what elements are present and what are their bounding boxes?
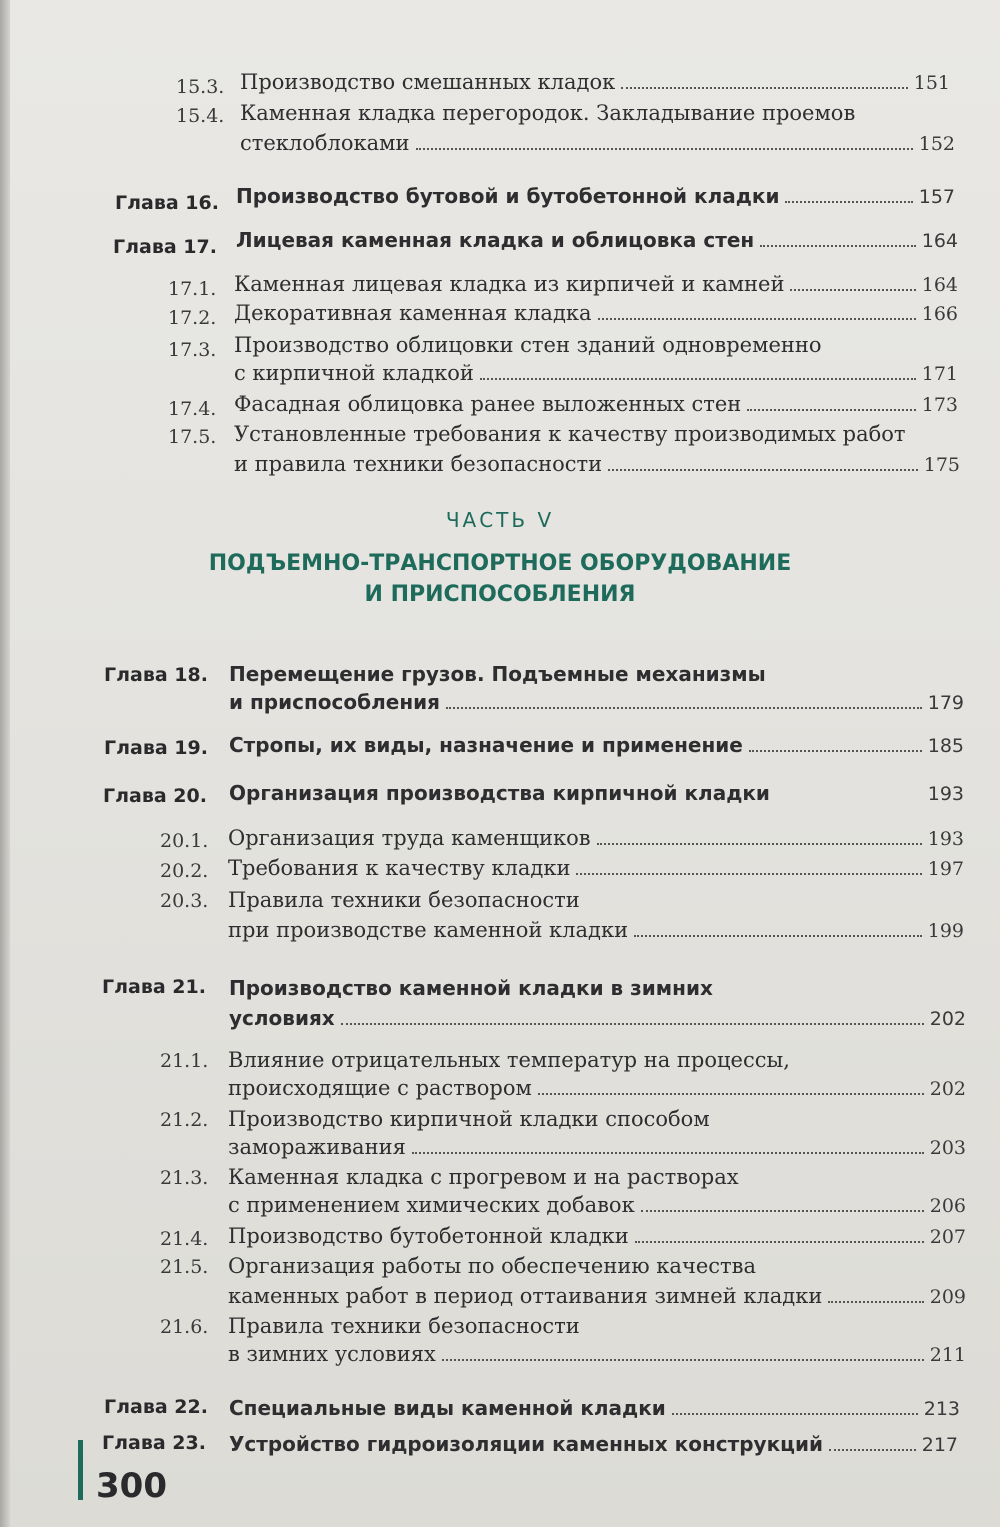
chapter-number: Глава 22. — [104, 1396, 208, 1418]
section-title: Установленные требования к качеству производимых работ — [234, 422, 906, 446]
leader-dots — [538, 1093, 924, 1095]
section-title: Требования к качеству кладки — [228, 856, 571, 880]
leader-dots — [412, 1152, 924, 1154]
page-ref: 171 — [921, 363, 958, 385]
section-number: 20.2. — [160, 860, 209, 882]
page-ref: 164 — [921, 274, 958, 296]
leader-dots — [621, 87, 907, 89]
section-title-cont: в зимних условиях — [228, 1342, 436, 1366]
section-title: Правила техники безопасности — [228, 888, 580, 912]
page-ref: 202 — [929, 1008, 966, 1030]
section-number: 15.4. — [176, 105, 225, 127]
section-title: Производство облицовки стен зданий одновременно — [234, 333, 822, 357]
leader-dots — [760, 245, 916, 247]
page-ref: 211 — [929, 1344, 966, 1366]
section-title-cont: каменных работ в период оттаивания зимней кладки — [228, 1284, 823, 1308]
section-number: 21.3. — [160, 1167, 209, 1189]
section-title-cont: происходящие с раствором — [228, 1076, 532, 1100]
section-number: 20.3. — [160, 890, 209, 912]
section-number: 17.2. — [168, 307, 217, 329]
section-title-cont: при производстве каменной кладки — [228, 918, 629, 942]
leader-dots — [828, 1301, 923, 1303]
section-number: 21.2. — [160, 1109, 209, 1131]
leader-dots — [480, 378, 916, 380]
chapter-number: Глава 20. — [103, 785, 207, 807]
page-ref: 213 — [923, 1398, 960, 1420]
page-ref: 203 — [929, 1137, 966, 1159]
leader-dots — [446, 707, 922, 709]
chapter-number: Глава 16. — [115, 192, 219, 214]
page-ref: 164 — [921, 230, 958, 252]
section-title-cont: с применением химических добавок — [228, 1193, 635, 1217]
leader-dots — [747, 409, 915, 411]
chapter-title: Устройство гидроизоляции каменных конструкций — [229, 1432, 824, 1456]
page-ref: 173 — [921, 394, 958, 416]
chapter-number: Глава 18. — [104, 664, 208, 686]
section-title: Производство кирпичной кладки способом — [228, 1107, 710, 1131]
section-title: Организация работы по обеспечению качества — [228, 1254, 756, 1278]
section-title: Правила техники безопасности — [228, 1314, 580, 1338]
section-number: 17.1. — [168, 278, 217, 300]
page-ref: 151 — [913, 72, 950, 94]
chapter-title: Стропы, их виды, назначение и применение — [229, 733, 743, 757]
page-ref: 166 — [921, 303, 958, 325]
leader-dots — [634, 935, 922, 937]
chapter-number: Глава 19. — [104, 737, 208, 759]
section-number: 20.1. — [160, 830, 209, 852]
page-ref: 199 — [927, 920, 964, 942]
part-title-line1: ПОДЪЕМНО-ТРАНСПОРТНОЕ ОБОРУДОВАНИЕ — [208, 551, 792, 576]
leader-dots — [442, 1359, 924, 1361]
page-ref: 185 — [927, 735, 964, 757]
section-number: 21.5. — [160, 1256, 209, 1278]
leader-dots — [416, 148, 913, 150]
chapter-title: Специальные виды каменной кладки — [229, 1396, 666, 1420]
leader-dots — [749, 750, 922, 752]
section-title-cont: стеклоблоками — [240, 131, 410, 155]
page-ref: 193 — [927, 828, 964, 850]
chapter-title-cont: и приспособления — [229, 690, 440, 714]
leader-dots — [598, 318, 916, 320]
leader-dots — [776, 798, 922, 800]
chapter-number: Глава 17. — [113, 236, 217, 258]
leader-dots — [672, 1413, 918, 1415]
chapter-number: Глава 23. — [102, 1432, 206, 1454]
section-title: Каменная кладка с прогревом и на растворах — [228, 1165, 739, 1189]
chapter-title: Организация производства кирпичной кладки — [229, 781, 770, 805]
section-number: 15.3. — [176, 76, 225, 98]
leader-dots — [576, 873, 921, 875]
section-number: 17.3. — [168, 339, 217, 361]
section-title: Каменная лицевая кладка из кирпичей и камней — [234, 272, 785, 296]
page-ref: 175 — [923, 454, 960, 476]
page-ref: 179 — [927, 692, 964, 714]
section-title: Декоративная каменная кладка — [234, 301, 592, 325]
part-label: ЧАСТЬ V — [445, 508, 555, 532]
section-title: Фасадная облицовка ранее выложенных стен — [234, 392, 742, 416]
leader-dots — [341, 1023, 924, 1025]
leader-dots — [785, 201, 912, 203]
page-ref: 193 — [927, 783, 964, 805]
leader-dots — [829, 1449, 916, 1451]
book-spine-edge — [0, 0, 10, 1527]
page-ref: 152 — [918, 133, 955, 155]
chapter-title: Производство каменной кладки в зимних — [229, 976, 713, 1000]
section-number: 21.6. — [160, 1316, 209, 1338]
section-title-cont: замораживания — [228, 1135, 406, 1159]
part-title-line2: И ПРИСПОСОБЛЕНИЯ — [364, 582, 636, 607]
section-number: 17.5. — [168, 426, 217, 448]
chapter-number: Глава 21. — [102, 976, 206, 998]
section-title-cont: с кирпичной кладкой — [234, 361, 474, 385]
page-number-accent-bar — [78, 1440, 83, 1500]
section-title-cont: и правила техники безопасности — [234, 452, 603, 476]
section-title: Организация труда каменщиков — [228, 826, 591, 850]
leader-dots — [641, 1210, 924, 1212]
page-number: 300 — [96, 1466, 167, 1506]
leader-dots — [790, 289, 915, 291]
page-ref: 202 — [929, 1078, 966, 1100]
section-number: 17.4. — [168, 398, 217, 420]
page-ref: 197 — [927, 858, 964, 880]
section-number: 21.1. — [160, 1050, 209, 1072]
leader-dots — [608, 469, 918, 471]
section-number: 21.4. — [160, 1228, 209, 1250]
section-title: Каменная кладка перегородок. Закладывание проемов — [240, 101, 856, 125]
chapter-title-cont: условиях — [229, 1006, 335, 1030]
chapter-title: Лицевая каменная кладка и облицовка стен — [236, 228, 755, 252]
page-ref: 157 — [918, 186, 955, 208]
chapter-title: Перемещение грузов. Подъемные механизмы — [229, 662, 766, 686]
section-title: Производство бутобетонной кладки — [228, 1224, 629, 1248]
page-ref: 209 — [929, 1286, 966, 1308]
page-ref: 207 — [929, 1226, 966, 1248]
leader-dots — [635, 1241, 924, 1243]
section-title: Влияние отрицательных температур на процессы, — [228, 1048, 790, 1072]
page-ref: 217 — [921, 1434, 958, 1456]
chapter-title: Производство бутовой и бутобетонной кладки — [236, 184, 780, 208]
section-title: Производство смешанных кладок — [240, 70, 616, 94]
page-ref: 206 — [929, 1195, 966, 1217]
leader-dots — [597, 843, 922, 845]
